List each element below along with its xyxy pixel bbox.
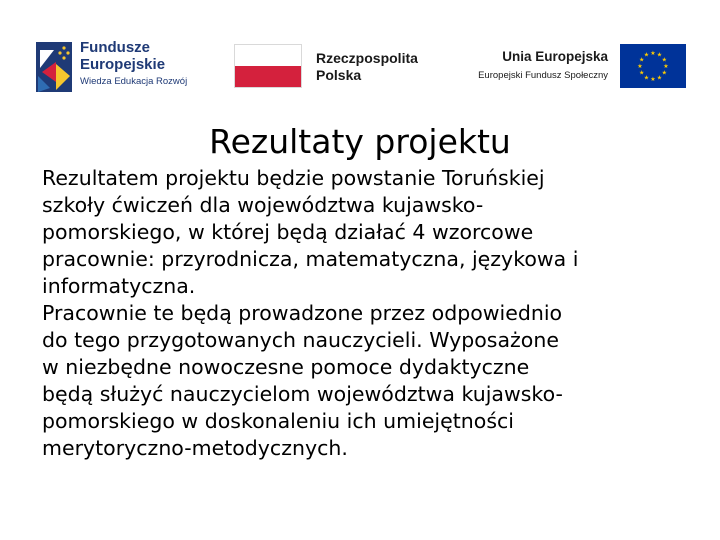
paragraph-results <box>42 165 692 300</box>
slide-title: Rezultaty projektu <box>209 122 511 161</box>
eu-star-icon: ★ <box>656 74 663 82</box>
polish-flag-icon <box>234 44 302 88</box>
text-line: szkoły ćwiczeń dla województwa kujawsko- <box>42 193 484 217</box>
eu-star-icon: ★ <box>637 63 643 70</box>
unia-europejska-text <box>466 48 608 83</box>
text-line: będą służyć nauczycielom województwa kujawsko- <box>42 382 563 406</box>
eu-star-icon: ★ <box>650 76 656 83</box>
text-line: do tego przygotowanych nauczycieli. Wyposażone <box>42 328 559 352</box>
eu-star-icon: ★ <box>643 51 650 59</box>
text-line: pomorskiego, w której będą działać 4 wzorcowe <box>42 220 534 244</box>
text-line: merytoryczno-metodycznych. <box>42 436 348 460</box>
text-line: Rezultatem projektu będzie powstanie Toruńskiej <box>42 166 545 190</box>
eu-logo-line1: Unia Europejska <box>502 49 608 64</box>
eu-star-icon: ★ <box>639 69 645 77</box>
eu-flag-icon <box>620 44 686 88</box>
fundusze-logo-line1: Fundusze <box>80 39 150 56</box>
fundusze-logo-line2: Europejskie <box>80 56 166 73</box>
rzeczpospolita-polska-logo <box>234 44 434 92</box>
unia-europejska-logo <box>466 44 688 92</box>
rzeczpospolita-logo-line1: Rzeczpospolita <box>316 50 418 66</box>
fundusze-europejskie-emblem-icon <box>34 36 74 94</box>
eu-star-icon: ★ <box>639 56 645 64</box>
slide-body <box>42 165 692 462</box>
text-line: Pracownie te będą prowadzone przez odpowiednio <box>42 301 563 325</box>
eu-star-icon: ★ <box>663 63 669 70</box>
text-line: w niezbędne nowoczesne pomoce dydaktyczne <box>42 355 530 379</box>
eu-star-icon: ★ <box>656 51 663 59</box>
fundusze-logo-tagline: Wiedza Edukacja Rozwój <box>80 76 188 87</box>
eu-star-icon: ★ <box>643 74 650 82</box>
fundusze-europejskie-logo <box>34 36 204 98</box>
rzeczpospolita-logo-line2: Polska <box>316 67 362 83</box>
fundusze-europejskie-text <box>80 39 187 89</box>
logo-bar <box>0 0 720 110</box>
eu-star-icon: ★ <box>661 56 667 64</box>
eu-logo-line2: Europejski Fundusz Społeczny <box>478 70 608 81</box>
paragraph-labs <box>42 300 692 462</box>
text-line: pomorskiego w doskonaleniu ich umiejętności <box>42 409 514 433</box>
text-line: pracownie: przyrodnicza, matematyczna, językowa i <box>42 247 579 271</box>
eu-star-icon: ★ <box>661 69 667 77</box>
rzeczpospolita-polska-text <box>316 50 418 84</box>
text-line: informatyczna. <box>42 274 196 298</box>
eu-star-icon: ★ <box>650 50 656 57</box>
